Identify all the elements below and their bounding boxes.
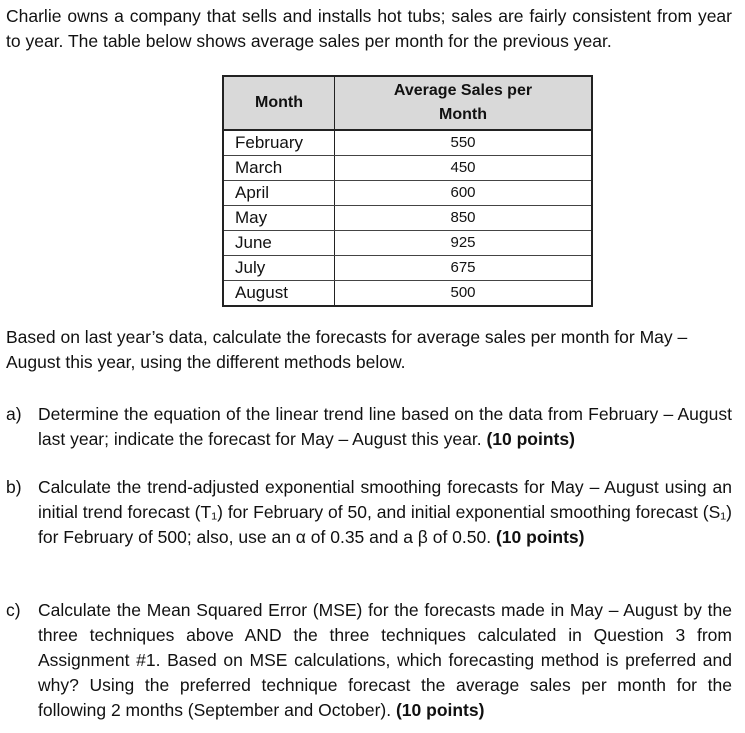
intro-text: Charlie owns a company that sells and installs hot tubs; sales are fairly consistent from year to year. The table below shows average sales per month for the previous year. — [6, 6, 732, 51]
question-c — [6, 598, 732, 723]
question-text: Determine the equation of the linear trend line based on the data from February – August last year; indicate the forecast for May – August this year. — [38, 404, 732, 449]
header-average-sales — [335, 76, 593, 130]
month-cell: March — [223, 156, 335, 181]
question-label: c) — [6, 600, 21, 620]
month-cell: July — [223, 256, 335, 281]
month-cell: May — [223, 206, 335, 231]
question-label: a) — [6, 404, 22, 424]
sales-cell: 850 — [335, 206, 593, 231]
month-cell: February — [223, 130, 335, 156]
sales-table-container — [222, 75, 593, 307]
table-header-row — [223, 76, 592, 130]
header-month: Month — [223, 76, 335, 130]
month-cell: June — [223, 231, 335, 256]
month-cell: August — [223, 281, 335, 307]
header-average-sales-label: Average Sales per Month — [393, 82, 533, 123]
question-body — [38, 402, 732, 452]
question-body — [38, 475, 732, 550]
question-text: Calculate the trend-adjusted exponential smoothing forecasts for May – August using an initial trend forecast (T₁) for February of 50, and initial exponential smoothing forecast (S₁) for February of 500; also, use an α of 0.35 and a β of 0.50. — [38, 477, 732, 547]
table-row — [223, 156, 592, 181]
sales-cell: 550 — [335, 130, 593, 156]
sales-table — [222, 75, 593, 307]
month-cell: April — [223, 181, 335, 206]
table-row — [223, 206, 592, 231]
table-row — [223, 281, 592, 307]
table-row — [223, 130, 592, 156]
instructions-paragraph: Based on last year’s data, calculate the forecasts for average sales per month for May – August this year, using the different methods below. — [6, 327, 688, 372]
sales-cell: 675 — [335, 256, 593, 281]
table-row — [223, 181, 592, 206]
sales-cell: 600 — [335, 181, 593, 206]
question-b — [6, 475, 732, 550]
question-points: (10 points) — [495, 527, 585, 547]
question-a — [6, 402, 732, 452]
sales-cell: 925 — [335, 231, 593, 256]
table-row — [223, 231, 592, 256]
table-row — [223, 256, 592, 281]
question-points: (10 points) — [395, 700, 485, 720]
question-points: (10 points) — [486, 429, 575, 449]
question-text: Calculate the Mean Squared Error (MSE) for the forecasts made in May – August by the three techniques above AND the three techniques calculated in Question 3 from Assignment #1. Based on MSE calculations, which forecasting method is preferred and why? Using the preferred technique forecast the average sales per month for the following 2 months (September and October). — [38, 600, 732, 720]
sales-cell: 450 — [335, 156, 593, 181]
sales-cell: 500 — [335, 281, 593, 307]
question-label: b) — [6, 477, 22, 497]
question-body — [38, 598, 732, 723]
